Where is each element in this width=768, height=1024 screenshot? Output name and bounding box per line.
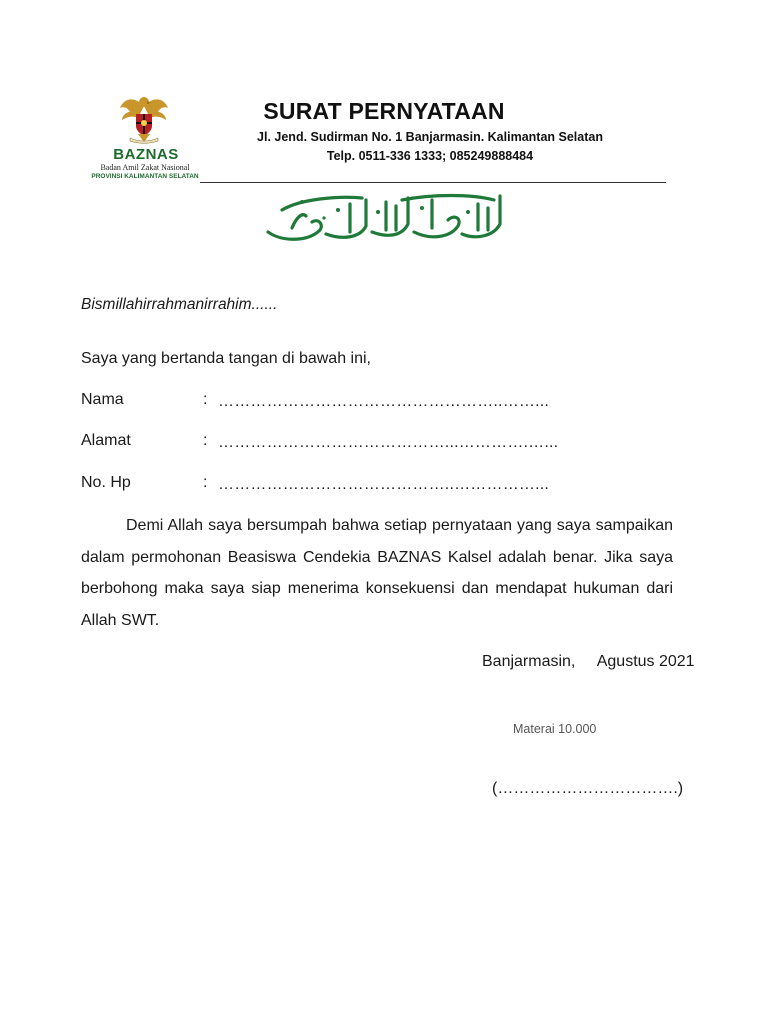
- document-title: SURAT PERNYATAAN: [263, 98, 505, 124]
- signature-name-line: (…………………………….): [492, 780, 684, 797]
- logo-wordmark: BAZNAS: [113, 146, 179, 163]
- greeting: Bismillahirrahmanirrahim......: [81, 296, 278, 313]
- letterhead-address: Jl. Jend. Sudirman No. 1 Banjarmasin. Kalimantan Selatan: [257, 130, 603, 144]
- field-colon: :: [203, 432, 208, 449]
- letterhead-phone: Telp. 0511-336 1333; 085249888484: [326, 149, 534, 163]
- field-blank-nama: ……………………………………………..……...: [218, 393, 550, 410]
- garuda-emblem-icon: [116, 92, 172, 144]
- field-label-nama: Nama: [81, 391, 124, 408]
- intro-text: Saya yang bertanda tangan di bawah ini,: [81, 350, 371, 367]
- field-blank-alamat: ……………………………………...………….…...: [218, 434, 559, 451]
- place-date: Banjarmasin, Agustus 2021: [482, 653, 695, 670]
- field-colon: :: [203, 391, 208, 408]
- stamp-duty-note: Materai 10.000: [513, 722, 597, 736]
- logo-province: PROVINSI KALIMANTAN SELATAN: [91, 173, 199, 180]
- letterhead-divider: [200, 182, 666, 183]
- field-label-alamat: Alamat: [81, 432, 131, 449]
- field-label-no-hp: No. Hp: [81, 474, 131, 491]
- statement-paragraph: Demi Allah saya bersumpah bahwa setiap pernyataan yang saya sampaikan dalam permohonan Beasiswa Cendekia BAZNAS Kalsel adalah benar. Jika saya berbohong maka saya siap menerima konsekuensi dan mendapat hukuman dari Allah SWT.: [81, 517, 673, 629]
- field-blank-no-hp: ……………………………………..……………...: [218, 476, 550, 493]
- basmala-calligraphy-icon: [262, 188, 506, 246]
- logo-subtitle: Badan Amil Zakat Nasional: [100, 163, 190, 172]
- field-colon: :: [203, 474, 208, 491]
